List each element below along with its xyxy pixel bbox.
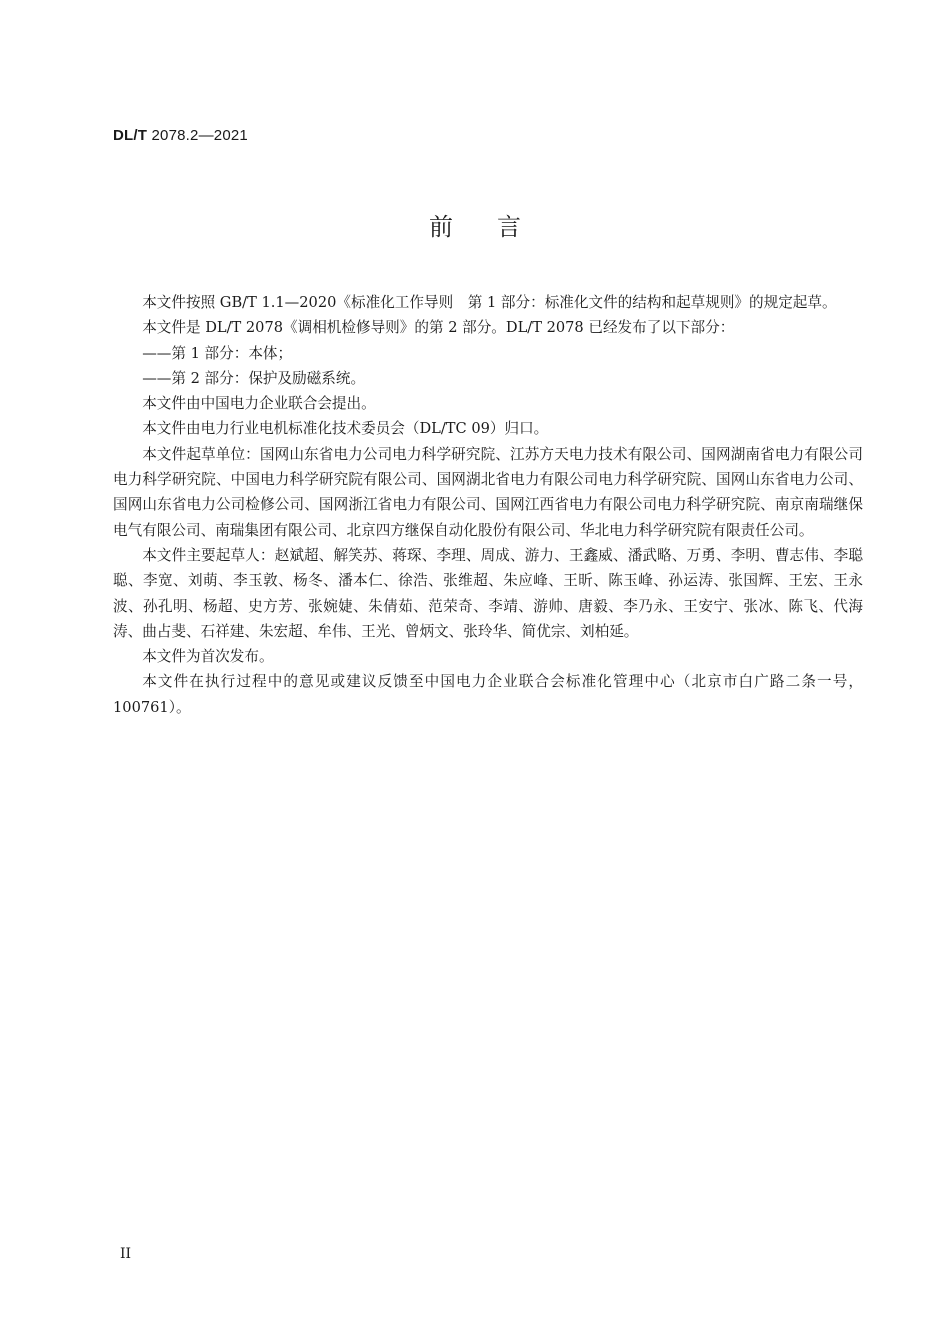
paragraph-first-release: 本文件为首次发布。: [142, 648, 274, 666]
paragraph-drafting-units: 本文件起草单位：国网山东省电力公司电力科学研究院、江苏方天电力技术有限公司、国网湖南省电力有限公司电力科学研究院、中国电力科学研究院有限公司、国网湖北省电力有限公司电力科学研究院、国网山东省电力公司、国网山东省电力公司检修公司、国网浙江省电力有限公司、国网江西省电力有限公司电力科学研究院、南京南瑞继保电气有限公司、南瑞集团有限公司、北京四方继保自动化股份有限公司、华北电力科学研究院有限责任公司。: [113, 445, 863, 539]
foreword-body: [113, 290, 863, 720]
document-code-prefix: DL/T: [113, 127, 148, 144]
paragraph-proposer: 本文件由中国电力企业联合会提出。: [142, 395, 376, 413]
paragraph-drafters: 本文件主要起草人：赵斌超、解笑苏、蒋琛、李理、周成、游力、王鑫威、潘武略、万勇、李明、曹志伟、李聪聪、李宽、刘萌、李玉敦、杨冬、潘本仁、徐浩、张维超、朱应峰、王昕、陈玉峰、孙运涛、张国辉、王宏、王永波、孙孔明、杨超、史方芳、张婉婕、朱倩茹、范荣奇、李靖、游帅、唐毅、李乃永、王安宁、张冰、陈飞、代海涛、曲占斐、石祥建、朱宏超、牟伟、王光、曾炳文、张玲华、简优宗、刘柏延。: [113, 546, 863, 640]
paragraph-feedback: 本文件在执行过程中的意见或建议反馈至中国电力企业联合会标准化管理中心（北京市白广路二条一号，100761）。: [113, 673, 863, 716]
document-code-number: 2078.2—2021: [151, 127, 248, 144]
document-code: [113, 127, 248, 144]
paragraph-part-info: 本文件是 DL/T 2078《调相机检修导则》的第 2 部分。DL/T 2078 已经发布了以下部分：: [142, 319, 735, 337]
page-title: 前言: [429, 213, 565, 241]
page-number: II: [120, 1246, 132, 1262]
paragraph-part-1: ——第 1 部分：本体；: [142, 344, 293, 362]
paragraph-part-2: ——第 2 部分：保护及励磁系统。: [142, 369, 366, 387]
paragraph-committee: 本文件由电力行业电机标准化技术委员会（DL/TC 09）归口。: [142, 420, 549, 438]
paragraph-drafting-rules: 本文件按照 GB/T 1.1—2020《标准化工作导则 第 1 部分：标准化文件的结构和起草规则》的规定起草。: [142, 294, 837, 311]
